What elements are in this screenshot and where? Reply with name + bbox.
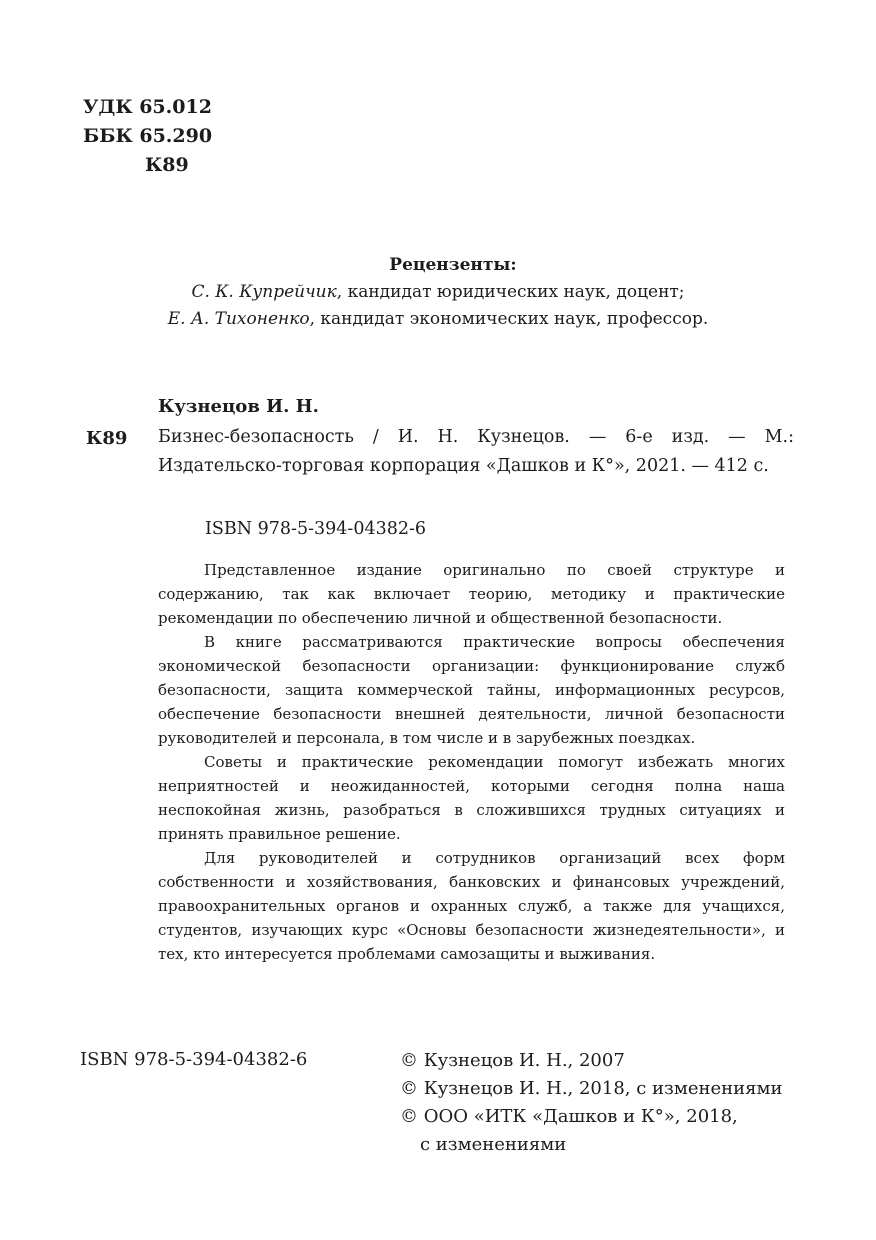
annotation [158,558,785,966]
reviewer-desc: , кандидат юридических наук, доцент; [336,282,685,302]
annotation-paragraph: Представленное издание оригинально по своей структуре и содержанию, так как включает теорию, методику и практические рекомендации по обеспечению личной и общественной безопасности. [158,561,785,627]
author-mark: К89 [145,154,189,176]
copyright-line-continuation: с изменениями [420,1134,567,1155]
reviewer-1 [0,279,876,306]
udk-code: УДК 65.012 [83,96,212,118]
copyright-line: © ООО «ИТК «Дашков и К°», 2018, [400,1106,738,1127]
reviewers-block [0,252,876,333]
bib-isbn: ISBN 978-5-394-04382-6 [205,519,427,539]
footer-isbn: ISBN 978-5-394-04382-6 [80,1049,308,1070]
copyright-line: © Кузнецов И. Н., 2007 [400,1050,625,1071]
reviewer-2 [0,306,876,333]
bib-author: Кузнецов И. Н. [158,396,319,417]
bib-side-mark: К89 [86,428,128,449]
reviewer-name: Е. А. Тихоненко [167,309,310,329]
annotation-paragraph: Для руководителей и сотрудников организаций всех форм собственности и хозяйствования, банковских и финансовых учреждений, правоохранительных органов и охранных служб, а также для учащихся, студентов, изучающих курс «Основы безопасности жизнедеятельности», и тех, кто интересуется проблемами самозащиты и выживания. [158,849,785,963]
reviewers-title: Рецензенты: [389,255,517,275]
bbk-code: ББК 65.290 [83,125,213,147]
annotation-paragraph: В книге рассматриваются практические вопросы обеспечения экономической безопасности организации: функционирование служб безопасности, защита коммерческой тайны, информационных ресурсов, обеспечение безопасности внешней деятельности, личной безопасности руководителей и персонала, в том числе и в зарубежных поездках. [158,633,785,747]
reviewer-name: С. К. Купрейчик [191,282,337,302]
copyright-line: © Кузнецов И. Н., 2018, с изменениями [400,1078,783,1099]
bib-description: Бизнес-безопасность / И. Н. Кузнецов. — 6-е изд. — М.: Издательско-торговая корпорация «Дашков и К°», 2021. — 412 с. [158,427,794,476]
copyright-block [400,1047,783,1159]
annotation-paragraph: Советы и практические рекомендации помогут избежать многих неприятностей и неожиданностей, которыми сегодня полна наша неспокойная жизнь, разобраться в сложившихся трудных ситуациях и принять правильное решение. [158,753,785,843]
classification-codes [83,93,212,180]
reviewer-desc: , кандидат экономических наук, профессор. [309,309,709,329]
